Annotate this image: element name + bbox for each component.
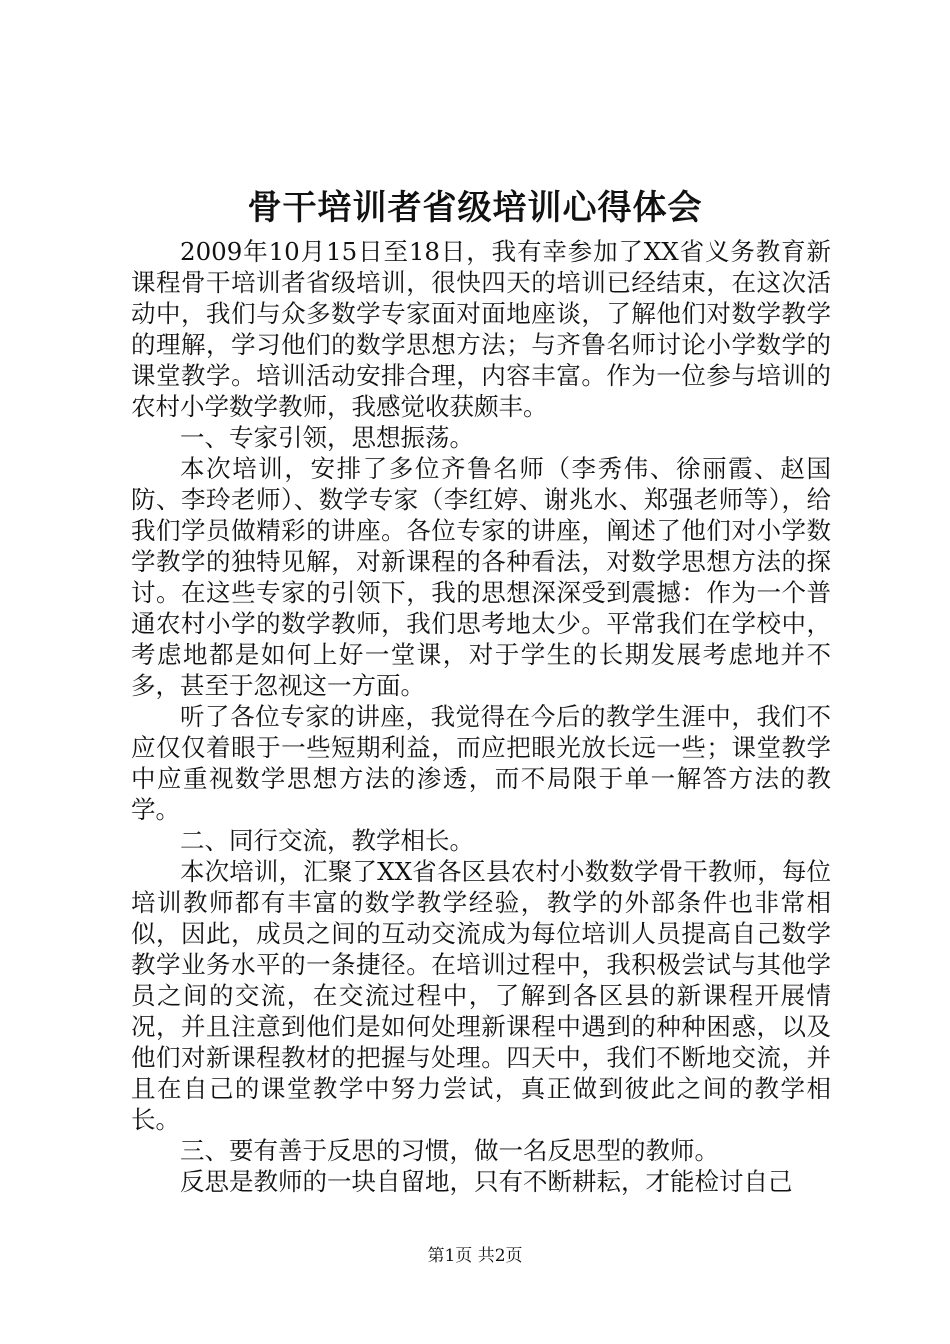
- paragraph-experts: 本次培训，安排了多位齐鲁名师（李秀伟、徐丽霞、赵国防、李玲老师）、数学专家（李红婷、谢兆水、郑强老师等），给我们学员做精彩的讲座。各位专家的讲座，阐述了他们对小学数学教学的独特见解，对新课程的各种看法，对数学思想方法的探讨。在这些专家的引领下，我的思想深深受到震撼：作为一个普通农村小学的数学教师，我们思考地太少。平常我们在学校中，考虑地都是如何上好一堂课，对于学生的长期发展考虑地并不多，甚至于忽视这一方面。: [131, 454, 831, 700]
- page-number-footer: 第1页 共2页: [427, 1246, 523, 1266]
- section-heading-2: 二、同行交流，教学相长。: [180, 826, 474, 855]
- document-body: [131, 236, 831, 1197]
- paragraph-intro: 2009年10月15日至18日，我有幸参加了XX省义务教育新课程骨干培训者省级培训，很快四天的培训已经结束，在这次活动中，我们与众多数学专家面对面地座谈，了解他们对数学教学的理解，学习他们的数学思想方法；与齐鲁名师讨论小学数学的课堂教学。培训活动安排合理，内容丰富。作为一位参与培训的农村小学数学教师，我感觉收获颇丰。: [131, 237, 831, 421]
- document-title: 骨干培训者省级培训心得体会: [247, 188, 703, 228]
- paragraph-reflection-2: 反思是教师的一块自留地，只有不断耕耘，才能检讨自己: [180, 1167, 793, 1196]
- paragraph-reflection-1: 听了各位专家的讲座，我觉得在今后的教学生涯中，我们不应仅仅着眼于一些短期利益，而应把眼光放长远一些；课堂教学中应重视数学思想方法的渗透，而不局限于单一解答方法的教学。: [131, 702, 831, 824]
- section-heading-1: 一、专家引领，思想振荡。: [180, 423, 474, 452]
- section-heading-3: 三、要有善于反思的习惯，做一名反思型的教师。: [180, 1136, 719, 1165]
- paragraph-peers: 本次培训，汇聚了XX省各区县农村小数数学骨干教师，每位培训教师都有丰富的数学教学经验，教学的外部条件也非常相似，因此，成员之间的互动交流成为每位培训人员提高自己数学教学业务水平的一条捷径。在培训过程中，我积极尝试与其他学员之间的交流，在交流过程中，了解到各区县的新课程开展情况，并且注意到他们是如何处理新课程中遇到的种种困惑，以及他们对新课程教材的把握与处理。四天中，我们不断地交流，并且在自己的课堂教学中努力尝试，真正做到彼此之间的教学相长。: [131, 857, 831, 1134]
